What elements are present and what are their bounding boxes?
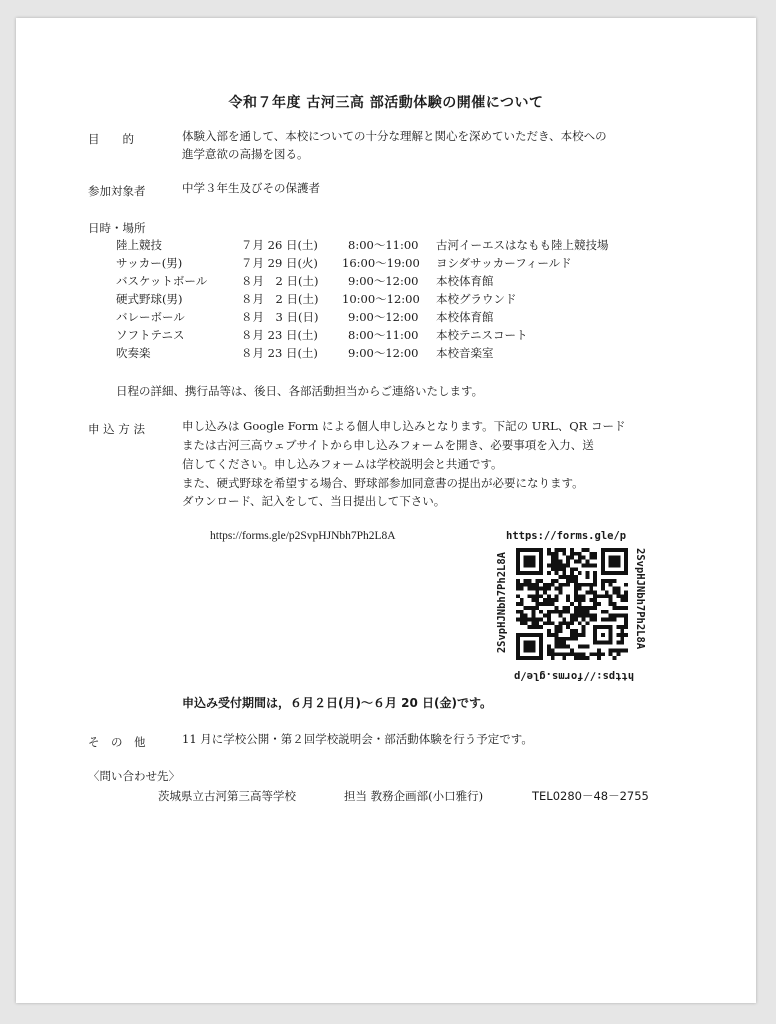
target-label: 参加対象者 (88, 184, 146, 198)
event-place: 本校体育館 (436, 274, 494, 288)
apply-line-4: また、硬式野球を希望する場合、野球部参加同意書の提出が必要になります。 (182, 476, 584, 490)
qr-caption-left: 2SvpHJNbh7Ph2L8A (496, 552, 508, 654)
event-date: ８月 23 日(土) (241, 346, 318, 360)
event-time: 16:00～19:00 (342, 256, 420, 270)
other-label: そ の 他 (88, 735, 146, 749)
apply-label: 申 込 方 法 (88, 422, 145, 436)
contact-person: 担当 教務企画部(小口雅行) (344, 789, 484, 803)
qr-caption-right: 2SvpHJNbh7Ph2L8A (634, 548, 646, 650)
apply-line-3: 信してください。申し込みフォームは学校説明会と共通です。 (182, 457, 503, 471)
event-place: ヨシダサッカーフィールド (436, 256, 572, 270)
other-text: 11 月に学校公開・第２回学校説明会・部活動体験を行う予定です。 (182, 732, 533, 746)
event-date: ８月 2 日(土) (241, 274, 319, 288)
form-url-link[interactable]: https://forms.gle/p2SvpHJNbh7Ph2L8A (210, 530, 396, 542)
club-name: ソフトテニス (116, 328, 185, 342)
contact-school: 茨城県立古河第三高等学校 (158, 789, 296, 803)
club-name: バレーボール (116, 310, 185, 324)
event-time: 8:00～11:00 (348, 328, 419, 342)
event-time: 9:00～12:00 (348, 310, 419, 324)
apply-line-2: または古河三高ウェブサイトから申し込みフォームを開き、必要事項を入力、送 (182, 438, 594, 452)
application-deadline: 申込み受付期間は，６月２日(月)～６月 20 日(金)です。 (182, 696, 493, 710)
club-name: サッカー(男) (116, 256, 183, 270)
event-date: ８月 3 日(日) (241, 310, 319, 324)
schedule-note: 日程の詳細、携行品等は、後日、各部活動担当からご連絡いたします。 (116, 384, 484, 398)
event-place: 本校体育館 (436, 310, 494, 324)
event-place: 古河イーエスはなもも陸上競技場 (436, 238, 609, 252)
event-time: 9:00～12:00 (348, 274, 419, 288)
contact-label: 〈問い合わせ先〉 (88, 769, 180, 783)
event-time: 9:00～12:00 (348, 346, 419, 360)
target-text: 中学３年生及びその保護者 (182, 181, 320, 195)
event-date: ７月 26 日(土) (241, 238, 318, 252)
event-date: ８月 2 日(土) (241, 292, 319, 306)
event-time: 8:00～11:00 (348, 238, 419, 252)
qr-code-icon (516, 548, 628, 660)
apply-line-1: 申し込みは Google Form による個人申し込みとなります。下記の URL、QR コード (182, 419, 626, 433)
purpose-label: 目 的 (88, 132, 134, 146)
event-place: 本校テニスコート (436, 328, 528, 342)
event-place: 本校グラウンド (436, 292, 517, 306)
club-name: 硬式野球(男) (116, 292, 183, 306)
schedule-label: 日時・場所 (88, 221, 146, 235)
apply-line-5: ダウンロード、記入をして、当日提出して下さい。 (182, 494, 446, 508)
purpose-line-2: 進学意欲の高揚を図る。 (182, 147, 309, 161)
qr-caption-bottom: https://forms.gle/p (514, 670, 635, 682)
qr-code-block[interactable] (494, 526, 652, 684)
qr-caption-top: https://forms.gle/p (506, 530, 627, 542)
event-place: 本校音楽室 (436, 346, 494, 360)
page-title: 令和７年度 古河三高 部活動体験の開催について (228, 95, 544, 111)
club-name: 吹奏楽 (116, 346, 151, 360)
contact-phone: TEL0280－48－2755 (532, 789, 649, 803)
event-date: ８月 23 日(土) (241, 328, 318, 342)
document-page (16, 18, 756, 1003)
purpose-line-1: 体験入部を通して、本校についての十分な理解と関心を深めていただき、本校への (182, 129, 607, 143)
event-time: 10:00～12:00 (342, 292, 420, 306)
club-name: バスケットボール (116, 274, 208, 288)
event-date: ７月 29 日(火) (241, 256, 318, 270)
club-name: 陸上競技 (116, 238, 162, 252)
